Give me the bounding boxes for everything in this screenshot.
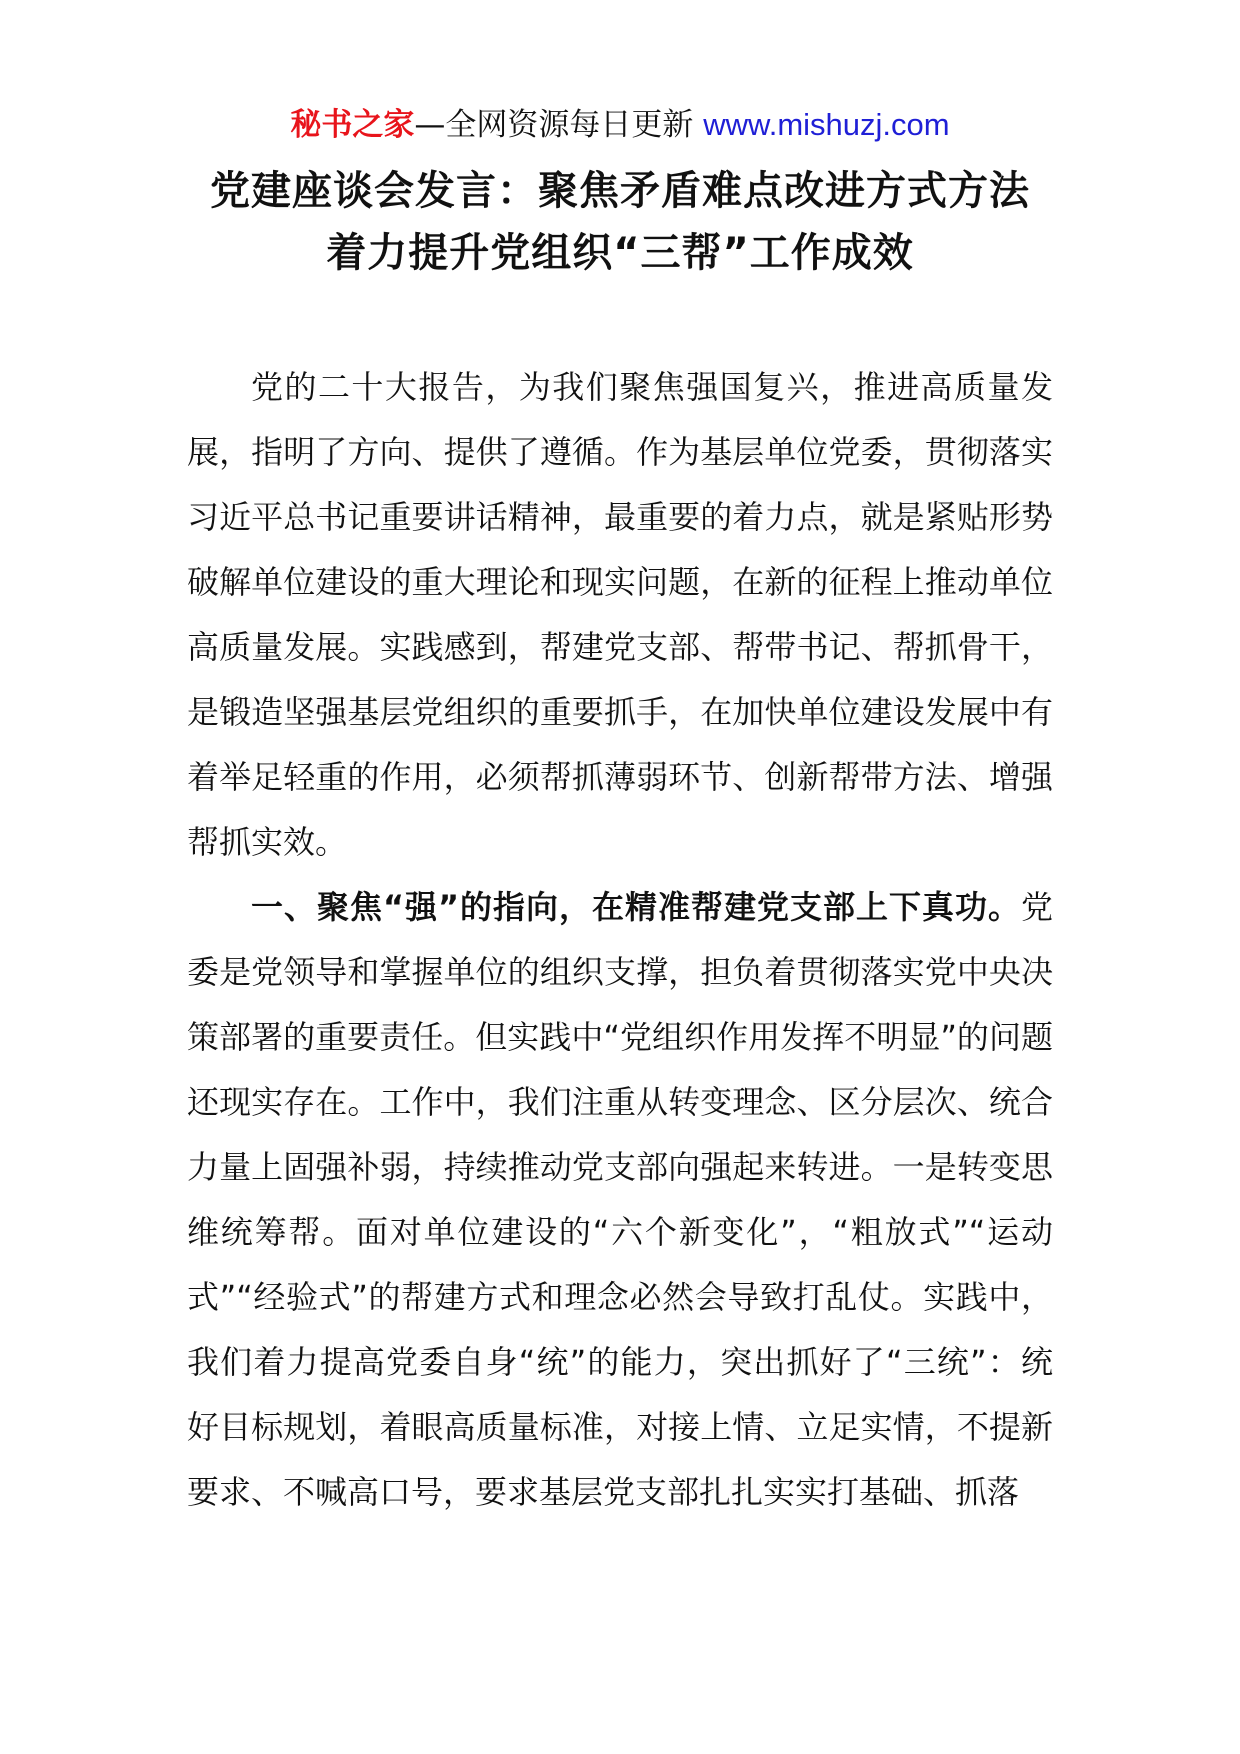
site-url-link[interactable]: www.mishuzj.com bbox=[703, 107, 950, 142]
title-line-2: 着力提升党组织“三帮”工作成效 bbox=[326, 230, 914, 276]
title-line-1: 党建座谈会发言：聚焦矛盾难点改进方式方法 bbox=[210, 168, 1030, 214]
document-title bbox=[0, 160, 1240, 284]
section-text: 党委是党领导和掌握单位的组织支撑，担负着贯彻落实党中央决策部署的重要责任。但实践中“党组织作用发挥不明显”的问题还现实存在。工作中，我们注重从转变理念、区分层次、统合力量上固强补弱，持续推动党支部向强起来转进。一是转变思维统筹帮。面对单位建设的“六个新变化”，“粗放式”“运动式”“经验式”的帮建方式和理念必然会导致打乱仗。实践中，我们着力提高党委自身“统”的能力，突出抓好了“三统”：统好目标规划，着眼高质量标准，对接上情、立足实情，不提新要求、不喊高口号，要求基层党支部扎扎实实打基础、抓落 bbox=[187, 888, 1053, 1511]
document-body bbox=[187, 355, 1053, 1525]
site-banner bbox=[0, 104, 1240, 146]
site-brand: 秘书之家 bbox=[290, 107, 415, 143]
paragraph-section-1 bbox=[187, 875, 1053, 1525]
site-tagline: —全网资源每日更新 bbox=[414, 107, 704, 143]
paragraph-intro: 党的二十大报告，为我们聚焦强国复兴，推进高质量发展，指明了方向、提供了遵循。作为基层单位党委，贯彻落实习近平总书记重要讲话精神，最重要的着力点，就是紧贴形势破解单位建设的重大理论和现实问题，在新的征程上推动单位高质量发展。实践感到，帮建党支部、帮带书记、帮抓骨干，是锻造坚强基层党组织的重要抓手，在加快单位建设发展中有着举足轻重的作用，必须帮抓薄弱环节、创新帮带方法、增强帮抓实效。 bbox=[187, 368, 1053, 861]
section-heading: 一、聚焦“强”的指向，在精准帮建党支部上下真功。 bbox=[251, 888, 1021, 926]
